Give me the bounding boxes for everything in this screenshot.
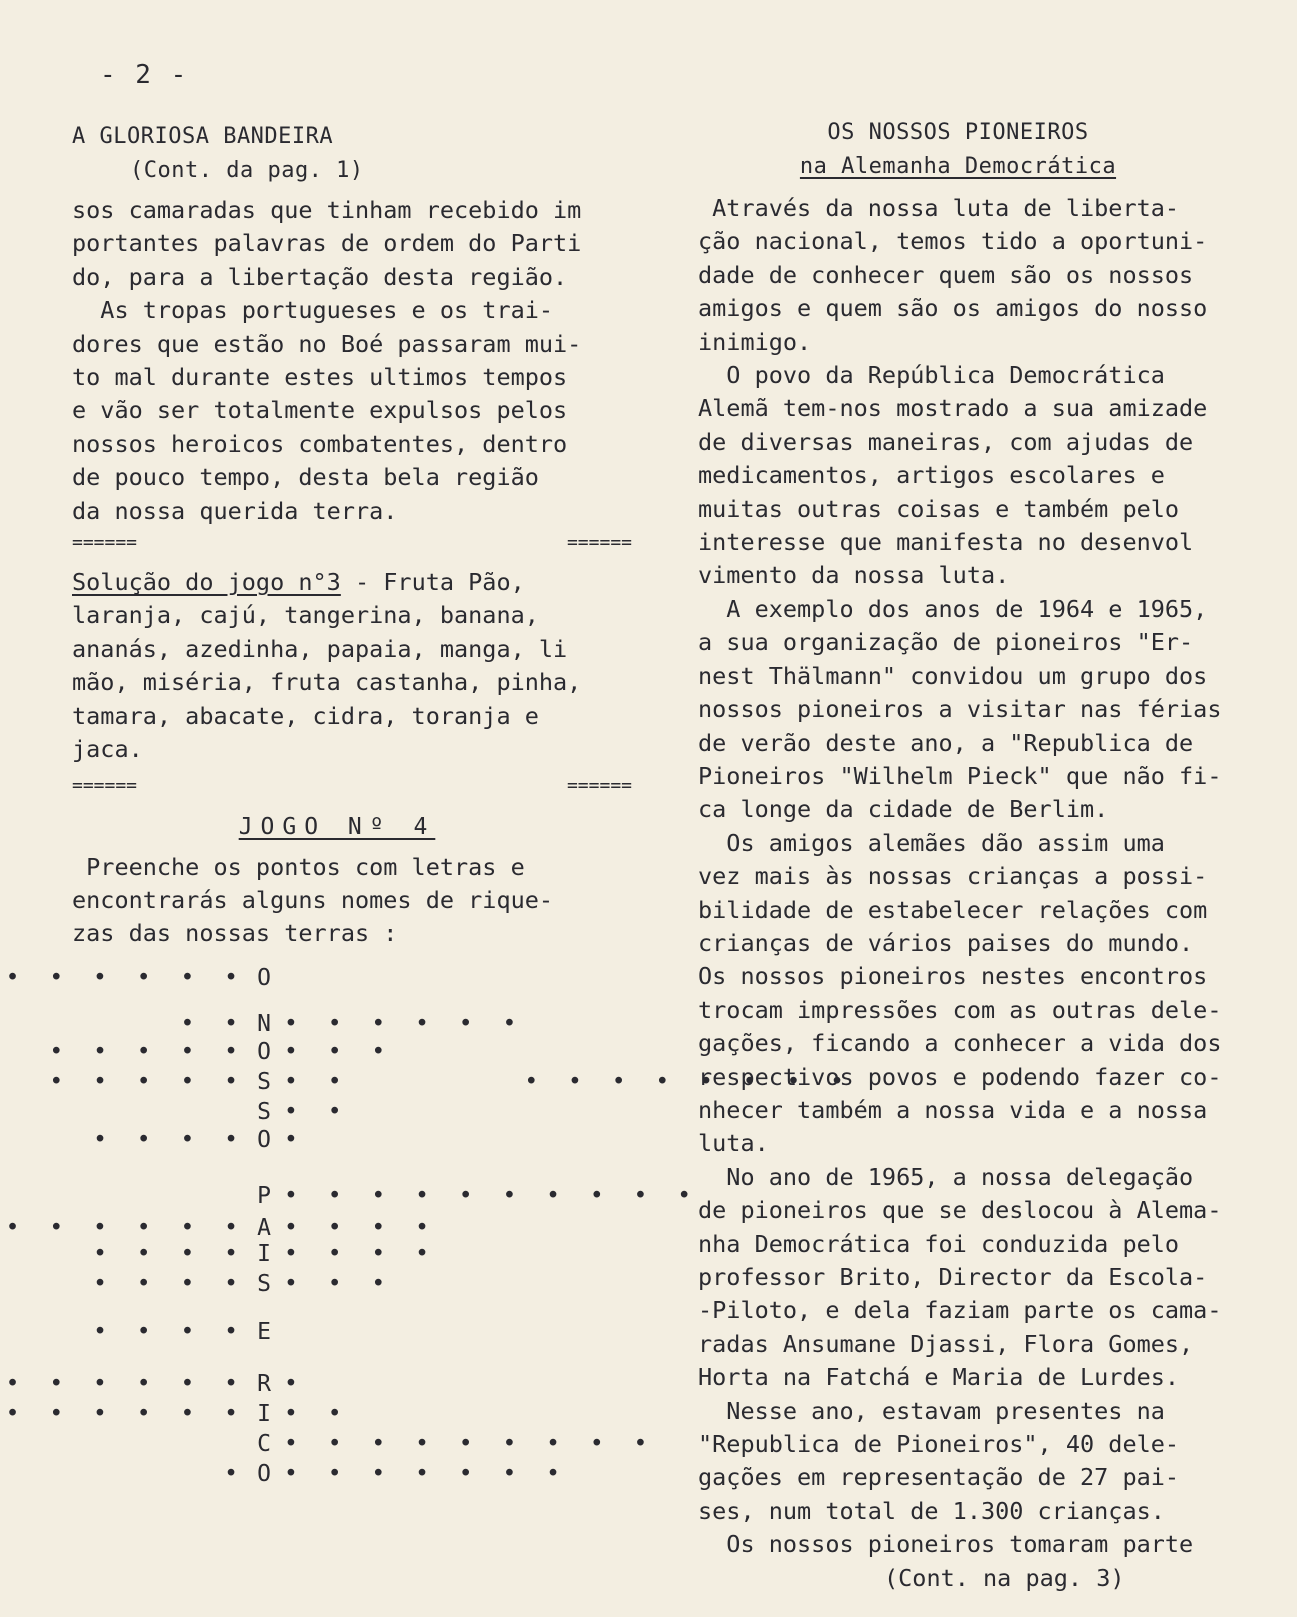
solution-line: ananás, azedinha, papaia, manga, li <box>72 634 568 663</box>
puzzle-dots-left: • • • • • • <box>5 1370 246 1397</box>
puzzle-dots-right: • • • • <box>284 1214 437 1241</box>
puzzle-letter: S <box>257 1098 271 1125</box>
right-article-line: nest Thälmann" convidou um grupo dos <box>698 661 1208 690</box>
right-article-line: ção nacional, temos tido a oportuni- <box>698 227 1208 256</box>
solution-first-line <box>72 566 642 599</box>
right-article-line: -Piloto, e dela faziam parte os cama- <box>698 1296 1222 1325</box>
solution-label: Solução do jogo n°3 <box>72 568 341 597</box>
right-article-line: nhecer também a nossa vida e a nossa <box>698 1095 1208 1124</box>
right-article-line: trocam impressões com as outras dele- <box>698 995 1222 1024</box>
puzzle-dots-left: • • • • <box>93 1318 246 1345</box>
right-article-line: a sua organização de pioneiros "Er- <box>698 628 1194 657</box>
right-article-line: medicamentos, artigos escolares e <box>698 461 1165 490</box>
right-article-line: professor Brito, Director da Escola- <box>698 1263 1208 1291</box>
article-line: de pouco tempo, desta bela região <box>72 463 539 492</box>
solution-line: tamara, abacate, cidra, toranja e <box>72 701 539 730</box>
puzzle-dots-right: • • <box>284 1098 350 1125</box>
puzzle-dots-right: • • • • <box>284 1240 437 1267</box>
right-article-line: "Republica de Pioneiros", 40 dele- <box>698 1430 1180 1459</box>
article-line: do, para a libertação desta região. <box>72 262 568 291</box>
jogo-intro <box>72 851 642 951</box>
right-article-body <box>698 192 1278 1562</box>
right-article-line: amigos e quem são os amigos do nosso <box>698 294 1208 323</box>
puzzle-dots-right: • • • <box>284 1270 394 1297</box>
puzzle-dots-right: • • • • • • • <box>284 1460 569 1487</box>
right-article-line: Nesse ano, estavam presentes na <box>698 1396 1165 1425</box>
right-column <box>698 116 1278 1595</box>
puzzle-row <box>49 1037 632 1067</box>
right-article-subtitle <box>698 150 1218 184</box>
puzzle-row <box>72 1317 632 1347</box>
article-line: As tropas portugueses e os trai- <box>72 296 554 325</box>
article-line: dores que estão no Boé passaram mui- <box>72 329 582 358</box>
puzzle-dots-left: • • • • <box>93 1240 246 1267</box>
puzzle-row <box>72 1459 632 1489</box>
jogo-intro-line: encontrarás alguns nomes de rique- <box>72 885 554 914</box>
separator-left: ====== <box>72 532 138 554</box>
separator <box>72 774 632 801</box>
article-continuation: (Cont. da pag. 1) <box>130 158 364 183</box>
puzzle-dots-right: • • • <box>284 1038 394 1065</box>
right-article-line: de diversas maneiras, com ajudas de <box>698 427 1194 456</box>
right-article-line: ca longe da cidade de Berlim. <box>698 795 1109 824</box>
right-article-line: crianças de vários paises do mundo. <box>698 928 1194 957</box>
puzzle-row <box>72 1181 700 1211</box>
right-article-line: respectivos povos e podendo fazer co- <box>698 1062 1222 1091</box>
puzzle-dots-left: • • • • <box>93 1270 246 1297</box>
puzzle-dots-left: • • • • • <box>49 1068 246 1095</box>
right-article-line: Alemã tem-nos mostrado a sua amizade <box>698 394 1208 423</box>
puzzle-dots-left: • • • • • • <box>5 1400 246 1427</box>
right-continuation: (Cont. na pag. 3) <box>884 1563 1125 1592</box>
right-article-line: ses, num total de 1.300 crianças. <box>698 1496 1165 1525</box>
puzzle-letter: N <box>257 1010 271 1037</box>
right-article-line: Os amigos alemães dão assim uma <box>698 828 1165 857</box>
right-article-line: luta. <box>698 1129 769 1158</box>
article-line: e vão ser totalmente expulsos pelos <box>72 396 568 425</box>
puzzle-dots-right: • • <box>284 1400 350 1427</box>
puzzle-letter: A <box>257 1214 271 1241</box>
puzzle-row <box>5 1399 632 1429</box>
right-article-line: inimigo. <box>698 327 812 356</box>
right-article-line: vimento da nossa luta. <box>698 561 1010 590</box>
right-article-line: gações em representação de 27 pai- <box>698 1463 1180 1492</box>
separator-right: ====== <box>566 774 632 796</box>
puzzle-row <box>72 1125 632 1155</box>
puzzle-row <box>5 1369 632 1399</box>
right-article-line: dade de conhecer quem são os nossos <box>698 260 1194 289</box>
solution-line: jaca. <box>72 735 143 764</box>
puzzle-dots-left: • • • • • • <box>5 1214 246 1241</box>
article-title: A GLORIOSA BANDEIRA <box>72 124 334 149</box>
right-article-line: nossos pioneiros a visitar nas férias <box>698 695 1222 724</box>
puzzle-letter: P <box>257 1182 271 1209</box>
puzzle-row <box>49 1067 853 1097</box>
right-article-line: interesse que manifesta no desenvol <box>698 528 1194 557</box>
puzzle-dots-right: • <box>284 1370 306 1397</box>
jogo-title-text: JOGO Nº 4 <box>238 813 436 840</box>
puzzle-dots-left: • • • • • <box>49 1038 246 1065</box>
right-article-line: O povo da República Democrática <box>698 361 1165 390</box>
article-body <box>72 194 642 528</box>
puzzle-letter: O <box>257 964 271 991</box>
solution-body <box>72 599 642 766</box>
puzzle-dots-right: • • • • • • <box>284 1010 525 1037</box>
article-line: to mal durante estes ultimos tempos <box>72 363 568 392</box>
puzzle-letter: S <box>257 1270 271 1297</box>
right-article-line: No ano de 1965, a nossa delegação <box>698 1162 1194 1191</box>
puzzle-dots-left: • <box>224 1460 246 1487</box>
puzzle-dots-right: • <box>284 1126 306 1153</box>
right-article-line: gações, ficando a conhecer a vida dos <box>698 1029 1222 1058</box>
puzzle-dots-left: • • • • <box>93 1126 246 1153</box>
puzzle-dots-left: • • • • • • <box>5 964 246 991</box>
puzzle-row <box>5 963 632 993</box>
right-article-line: muitas outras coisas e também pelo <box>698 494 1180 523</box>
puzzle-letter: R <box>257 1370 271 1397</box>
puzzle-row <box>72 1097 632 1127</box>
right-article-line: Os nossos pioneiros tomaram parte <box>698 1530 1194 1559</box>
puzzle-dots-right: • • • • • • • • • • <box>284 1068 853 1095</box>
page-number: - 2 - <box>100 60 189 90</box>
puzzle-dots-left: • • <box>180 1010 246 1037</box>
article-line: portantes palavras de ordem do Parti <box>72 229 582 258</box>
puzzle-row <box>72 1269 632 1299</box>
article-line: da nossa querida terra. <box>72 496 398 525</box>
puzzle-letter: O <box>257 1460 271 1487</box>
right-article-line: vez mais às nossas crianças a possi- <box>698 862 1208 891</box>
right-article-line: Através da nossa luta de liberta- <box>698 194 1180 222</box>
puzzle-letter: O <box>257 1038 271 1065</box>
puzzle-letter: O <box>257 1126 271 1153</box>
solution-first-rest: - Fruta Pão, <box>340 568 525 597</box>
puzzle-row <box>72 1009 632 1039</box>
right-article-line: de verão deste ano, a "Republica de <box>698 728 1194 757</box>
right-article-line: Pioneiros "Wilhelm Pieck" que não fi- <box>698 761 1222 790</box>
right-article-title: OS NOSSOS PIONEIROS <box>827 120 1089 145</box>
right-article-line: bilidade de estabelecer relações com <box>698 895 1208 924</box>
puzzle-dots-right: • • • • • • • • • • <box>284 1182 700 1209</box>
puzzle-row <box>72 1429 656 1459</box>
solution-line: mão, miséria, fruta castanha, pinha, <box>72 668 582 697</box>
right-article-subtitle-text: na Alemanha Democrática <box>799 154 1117 179</box>
puzzle-letter: I <box>257 1240 271 1267</box>
right-article-line: radas Ansumane Djassi, Flora Gomes, <box>698 1329 1194 1358</box>
separator-right: ====== <box>566 532 632 554</box>
separator-left: ====== <box>72 774 138 796</box>
solution-line: laranja, cajú, tangerina, banana, <box>72 601 539 630</box>
separator <box>72 534 632 558</box>
puzzle-letter: E <box>257 1318 271 1345</box>
right-article-line: nha Democrática foi conduzida pelo <box>698 1229 1180 1258</box>
puzzle-row <box>72 1239 632 1269</box>
puzzle-letter: S <box>257 1068 271 1095</box>
jogo-title <box>32 807 642 847</box>
right-article-line: A exemplo dos anos de 1964 e 1965, <box>698 594 1208 623</box>
article-line: nossos heroicos combatentes, dentro <box>72 429 568 458</box>
jogo-intro-line: Preenche os pontos com letras e <box>72 852 525 881</box>
right-article-line: Os nossos pioneiros nestes encontros <box>698 962 1208 991</box>
jogo-intro-line: zas das nossas terras : <box>72 919 398 948</box>
puzzle-letter: C <box>257 1430 271 1457</box>
right-article-line: Horta na Fatchá e Maria de Lurdes. <box>698 1363 1180 1392</box>
puzzle-letter: I <box>257 1400 271 1427</box>
puzzle-dots-right: • • • • • • • • • <box>284 1430 656 1457</box>
article-line: sos camaradas que tinham recebido im <box>72 196 582 224</box>
right-article-line: de pioneiros que se deslocou à Alema- <box>698 1196 1222 1225</box>
